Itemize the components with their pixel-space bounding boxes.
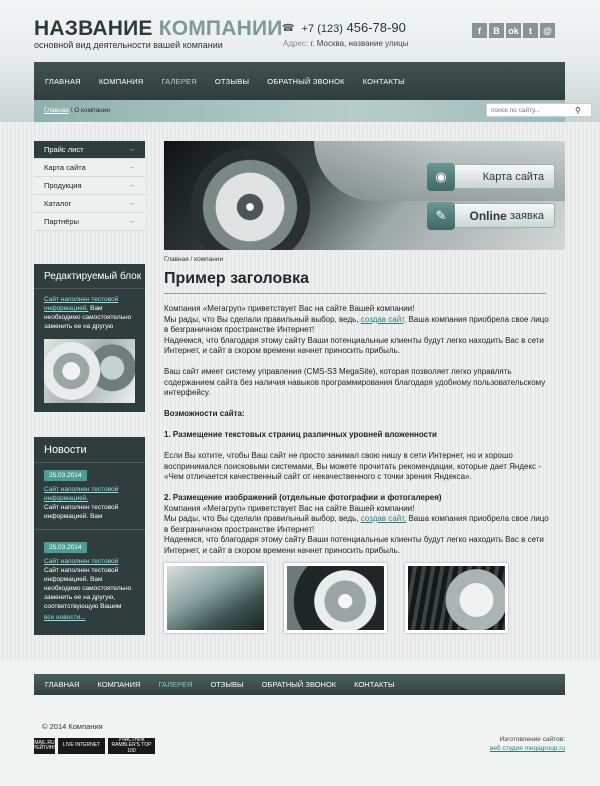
news-item — [34, 536, 145, 624]
footer-nav-callback[interactable]: ОБРАТНЫЙ ЗВОНОК — [261, 680, 337, 689]
arrow-right-icon: → — [128, 200, 135, 207]
spacer — [164, 399, 554, 410]
editable-block-body: Вам необходимо самостоятельно заменить ее на другую — [44, 305, 132, 330]
breadcrumb-separator: \ — [70, 107, 73, 114]
create-site-link[interactable]: создав сайт, — [360, 314, 407, 324]
editable-block-text — [34, 289, 145, 333]
text-line: Мы рады, что Вы сделали правильный выбор, ведь, — [164, 514, 359, 523]
twitter-icon[interactable]: t — [523, 23, 538, 38]
nav-item-contacts[interactable]: КОНТАКТЫ — [362, 76, 405, 86]
address-label: Адрес: — [283, 39, 309, 48]
breadcrumb-bar — [34, 100, 581, 122]
feature-heading-2: 2. Размещение изображений (отдельные фотографии и фотогалерея) — [164, 493, 442, 502]
nav-item-company[interactable]: КОМПАНИЯ — [98, 76, 144, 86]
gallery-image-car[interactable] — [164, 563, 267, 633]
news-link[interactable]: Сайт наполнен тестовой — [44, 558, 119, 565]
pencil-icon: ✎ — [427, 202, 455, 230]
online-label-rest: заявка — [509, 209, 544, 222]
developer-link[interactable]: веб студия megagroup.ru — [489, 745, 565, 752]
footer-nav-contacts[interactable]: КОНТАКТЫ — [354, 680, 395, 689]
spacer — [164, 357, 554, 368]
news-link[interactable]: Сайт наполнен тестовой информацией. — [44, 486, 119, 502]
text-line: Надеемся, что благодаря этому сайту Ваши потенциальные клиенты будут легко находить Вас в сети Интернет, и сайт в скором времени начнет приносить прибыль. — [164, 335, 544, 355]
counter-badges — [34, 738, 155, 754]
gallery-image-rim[interactable] — [284, 563, 387, 633]
footer-nav-gallery[interactable]: ГАЛЕРЕЯ — [158, 680, 193, 689]
news-title: Новости — [34, 437, 145, 463]
main-navigation — [34, 62, 565, 100]
copyright: © 2014 Компания — [42, 722, 103, 731]
search-box — [486, 103, 592, 117]
footer-navigation — [34, 674, 565, 695]
nav-item-reviews[interactable]: ОТЗЫВЫ — [214, 76, 250, 86]
arrow-right-icon: → — [128, 218, 135, 225]
search-input[interactable] — [487, 107, 575, 114]
nav-item-gallery[interactable]: ГАЛЕРЕЯ — [161, 76, 197, 86]
page-breadcrumb: Главная / компании — [164, 256, 224, 263]
breadcrumb-current: О компании — [74, 107, 111, 114]
category-menu — [34, 141, 145, 231]
facebook-icon[interactable]: f — [472, 23, 487, 38]
menu-item-catalog[interactable] — [34, 195, 145, 213]
menu-item-partners[interactable] — [34, 213, 145, 231]
news-divider — [34, 529, 145, 530]
editable-block-image — [44, 339, 135, 403]
editable-block-title: Редактируемый блок — [34, 264, 145, 289]
arrow-right-icon: → — [128, 146, 135, 153]
editable-block-link[interactable]: Сайт наполнен тестовой информацией. — [44, 296, 119, 312]
news-date: 25.03.2014 — [44, 542, 87, 553]
news-text: Сайт наполнен тестовой информацией. Вам — [44, 504, 119, 520]
spacer — [164, 420, 554, 431]
text-line: Ваша компания приобрела свое лицо в безграничном пространстве Интернет! — [164, 314, 549, 334]
developer-credit — [490, 735, 565, 753]
menu-item-label: Прайс лист — [44, 145, 84, 154]
text-line: Мы рады, что Вы сделали правильный выбор, ведь, — [164, 314, 359, 324]
text-line: Надеемся, что благодаря этому сайту Ваши потенциальные клиенты будут легко находить Вас в сети Интернет, и сайт в скором времени начнет приносить прибыль. — [164, 535, 544, 555]
logo-text-main: НАЗВАНИЕ — [34, 17, 153, 40]
email-icon[interactable]: @ — [540, 23, 555, 38]
search-icon[interactable]: ⚲ — [575, 105, 581, 115]
nav-item-home[interactable]: ГЛАВНАЯ — [45, 76, 81, 86]
text-line: Ваша компания приобрела свое лицо в безграничном пространстве Интернет! — [164, 514, 549, 534]
news-body — [34, 482, 145, 523]
news-item — [34, 463, 145, 523]
developer-label: Изготовление сайтов: — [499, 736, 565, 743]
paragraph — [164, 504, 554, 557]
spacer — [164, 483, 554, 494]
address-value: г. Москва, название улицы — [310, 39, 409, 48]
menu-item-label: Карта сайта — [44, 163, 86, 172]
company-logo[interactable] — [34, 17, 283, 41]
paragraph: Если Вы хотите, чтобы Ваш сайт не просто занимал свою нишу в сети Интернет, но и хорошо воспринимался поисковыми системами, Вы можете прочитать рекомендации, которые дает Яндекс - «Чем отличается качественный сайт от некачественного с точки зрения Яндекса». — [164, 451, 541, 481]
page-title: Пример заголовка — [164, 270, 309, 287]
all-news-link[interactable]: все новости... — [44, 614, 86, 621]
online-request-button[interactable] — [430, 203, 555, 228]
car-wheel-image — [190, 147, 310, 250]
news-body — [34, 554, 145, 624]
social-links — [472, 23, 555, 38]
address — [283, 39, 408, 48]
sitemap-button[interactable] — [430, 164, 555, 189]
features-heading: Возможности сайта: — [164, 409, 245, 418]
menu-item-label: Партнёры — [44, 217, 79, 226]
online-label-bold: Online — [469, 208, 507, 223]
liveinternet-badge[interactable]: LIVE INTERNET — [58, 738, 105, 754]
news-date: 25.03.2014 — [44, 470, 87, 481]
sitemap-button-label: Карта сайта — [482, 170, 544, 183]
menu-item-sitemap[interactable] — [34, 159, 145, 177]
spacer — [164, 441, 554, 452]
footer-nav-company[interactable]: КОМПАНИЯ — [97, 680, 141, 689]
breadcrumb-home-link[interactable]: Главная — [44, 107, 69, 114]
company-subtitle: основной вид деятельности вашей компании — [34, 40, 223, 50]
paragraph: Ваш сайт имеет систему управления (CMS-S3 MegaSite), которая позволяет легко управлять содержанием сайта без наличия навыков программирования благодаря удобному пользовательскому интерфейсу. — [164, 367, 546, 397]
menu-item-label: Каталог — [44, 199, 72, 208]
phone-number — [282, 20, 406, 35]
paragraph — [164, 304, 554, 357]
phone-icon: ☎ — [282, 23, 295, 34]
feature-heading-1: 1. Размещение текстовых страниц различных уровней вложенности — [164, 430, 437, 439]
menu-item-products[interactable] — [34, 177, 145, 195]
arrow-right-icon: → — [128, 164, 135, 171]
footer-nav-reviews[interactable]: ОТЗЫВЫ — [210, 680, 244, 689]
mailru-rating-badge[interactable]: MAIL.RU РЕЙТИНГ — [34, 738, 55, 754]
hero-banner — [164, 141, 565, 250]
editable-block — [34, 264, 145, 412]
title-divider — [164, 293, 546, 294]
gallery-image-tire[interactable] — [405, 563, 508, 633]
news-block — [34, 437, 145, 635]
menu-item-label: Продукция — [44, 181, 82, 190]
rambler-top100-badge[interactable]: УЧАСТНИК RAMBLER'S TOP 100 — [108, 738, 155, 754]
arrow-right-icon: → — [128, 182, 135, 189]
menu-item-price-list[interactable] — [34, 141, 145, 159]
create-site-link[interactable]: создав сайт, — [360, 514, 407, 523]
vkontakte-icon[interactable]: В — [489, 23, 504, 38]
nav-item-callback[interactable]: ОБРАТНЫЙ ЗВОНОК — [267, 76, 345, 86]
odnoklassniki-icon[interactable]: ok — [506, 23, 521, 38]
footer-nav-home[interactable]: ГЛАВНАЯ — [45, 680, 80, 689]
phone-code: +7 (123) — [301, 23, 343, 35]
sitemap-icon: ◉ — [427, 163, 455, 191]
logo-text-accent: КОМПАНИИ — [158, 17, 283, 40]
main-content — [164, 304, 554, 556]
text-line: Компания «Мегагруп» приветствует Вас на сайте Вашей компании! — [164, 304, 415, 313]
breadcrumb — [44, 107, 110, 114]
text-line: Компания «Мегагруп» приветствует Вас на сайте Вашей компании! — [164, 503, 415, 513]
phone-main: 456-78-90 — [346, 20, 406, 35]
news-text: Сайт наполнен тестовой информацией. Вам необходимо самостоятельно заменить ее на другую, соответствующую Вашим — [44, 567, 132, 610]
